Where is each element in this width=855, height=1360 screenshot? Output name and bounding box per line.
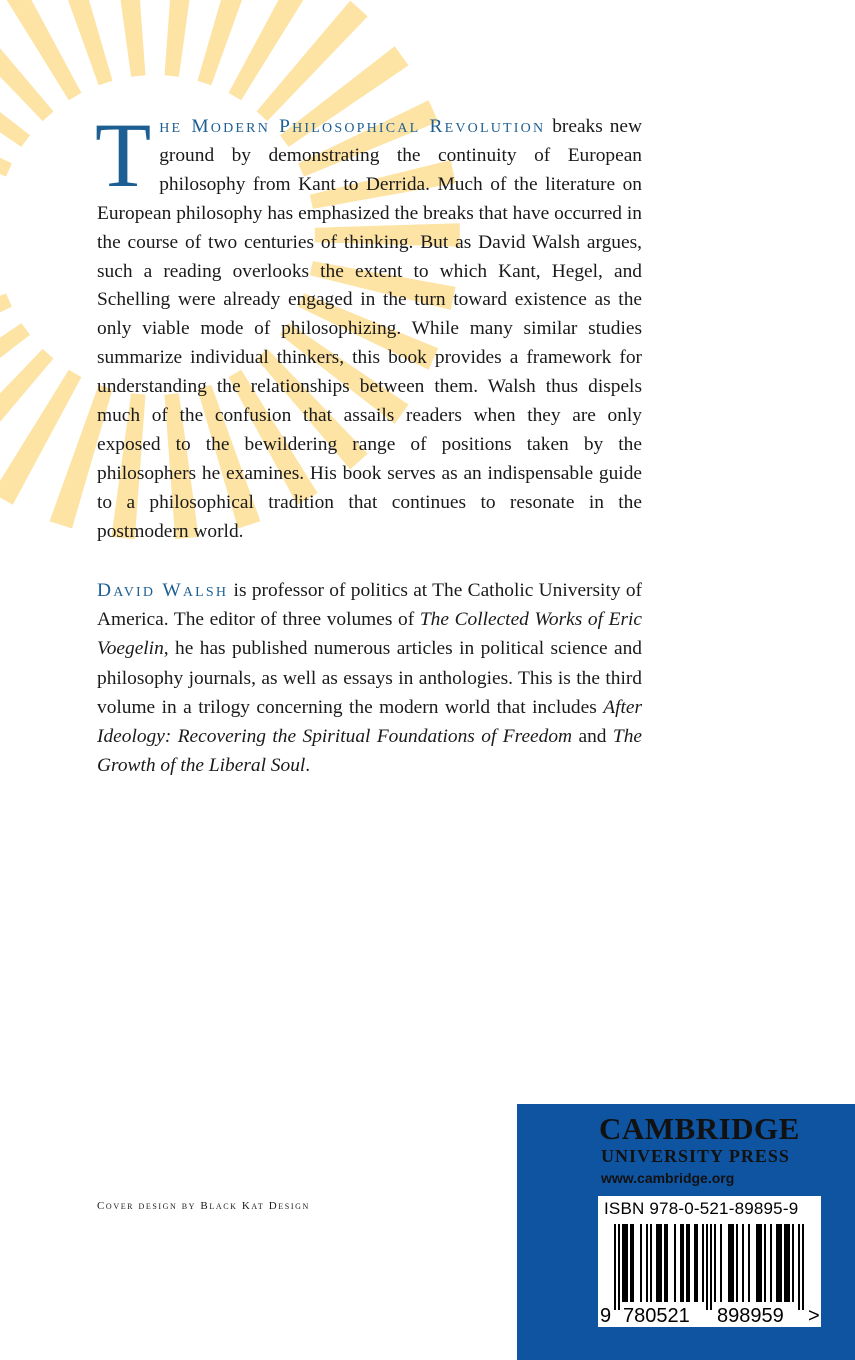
barcode-card — [598, 1196, 821, 1327]
barcode-bar — [666, 1224, 668, 1302]
bio-title-2: After Ideology: Recovering the Spiritual Foundations of Freedom — [97, 696, 642, 748]
barcode-bar — [732, 1224, 734, 1302]
barcode-bar — [694, 1224, 696, 1302]
barcode-bar — [770, 1224, 772, 1302]
barcode-bar — [802, 1224, 804, 1310]
barcode-bar — [720, 1224, 722, 1302]
barcode-bar — [778, 1224, 780, 1302]
barcode-bar — [640, 1224, 642, 1302]
barcode-bar — [730, 1224, 732, 1302]
barcode-bar — [658, 1224, 660, 1302]
cover-design-credit: Cover design by Black Kat Design — [97, 1200, 310, 1212]
barcode-bar — [776, 1224, 778, 1302]
barcode-bar — [626, 1224, 628, 1302]
bio-text-2: , he has published numerous articles in political science and philosophy journals, as well as essays in anthologies. This is the third volume in a trilogy concerning the modern world that includes — [97, 638, 642, 718]
barcode-bar — [696, 1224, 698, 1302]
barcode-bar — [788, 1224, 790, 1302]
barcode-bar — [650, 1224, 652, 1302]
barcode-bar — [686, 1224, 688, 1302]
publisher-panel — [517, 1104, 855, 1360]
barcode-bar — [710, 1224, 712, 1310]
barcode-bar — [792, 1224, 794, 1302]
barcode-bar — [786, 1224, 788, 1302]
barcode-bar — [760, 1224, 762, 1302]
barcode-bar — [702, 1224, 704, 1302]
barcode-bar — [614, 1224, 616, 1310]
barcode-bar — [748, 1224, 750, 1302]
barcode-bar — [798, 1224, 800, 1310]
sun-ray — [229, 0, 318, 100]
barcode-bar — [784, 1224, 786, 1302]
barcode-digits: > — [808, 1305, 820, 1327]
barcode-bar — [688, 1224, 690, 1302]
description-text: breaks new ground by demonstrating the continuity of European philosophy from Kant to Derrida. Much of the literature on European philosophy has emphasized the breaks that have occurred in the course of two centuries of thinking. But as David Walsh argues, such a reading overlooks the extent to which Kant, Hegel, and Schelling were already engaged in the turn toward existence as the only viable mode of philosophizing. While many similar studies summarize individual thinkers, this book provides a framework for understanding the relationships between them. Walsh thus dispels much of the confusion that assails readers when they are only exposed to the bewildering range of positions taken by the philosophers he examines. His book serves as an indispensable guide to a philosophical tradition that continues to resonate in the postmodern world. — [97, 116, 642, 542]
barcode-bar — [682, 1224, 684, 1302]
bio-text-1: is professor of politics at The Catholic University of America. The editor of three volumes of — [97, 580, 643, 631]
barcode-bar — [656, 1224, 658, 1302]
drop-cap: T — [95, 104, 152, 206]
barcode-bar — [664, 1224, 666, 1302]
barcode-bar — [728, 1224, 730, 1302]
barcode-bar — [764, 1224, 766, 1302]
publisher-url: www.cambridge.org — [601, 1170, 735, 1186]
barcode-bar — [632, 1224, 634, 1302]
sun-ray — [165, 0, 199, 77]
author-bio — [97, 576, 642, 780]
isbn-label: ISBN 978-0-521-89895-9 — [604, 1199, 799, 1218]
barcode-bar — [758, 1224, 760, 1302]
publisher-subtitle: UNIVERSITY PRESS — [601, 1146, 790, 1166]
bio-text-3: and — [572, 726, 613, 748]
isbn-barcode — [598, 1222, 821, 1327]
barcode-bar — [780, 1224, 782, 1302]
barcode-bar — [756, 1224, 758, 1302]
barcode-bar — [714, 1224, 716, 1302]
barcode-bar — [660, 1224, 662, 1302]
barcode-digits: 898959 — [717, 1305, 784, 1327]
barcode-bar — [742, 1224, 744, 1302]
sun-ray — [111, 0, 145, 77]
barcode-bar — [624, 1224, 626, 1302]
bio-title-1: The Collected Works of Eric Voegelin — [97, 609, 643, 660]
bio-title-3: The Growth of the Liberal Soul — [97, 726, 642, 777]
barcode-bar — [622, 1224, 624, 1302]
barcode-bar — [646, 1224, 648, 1302]
barcode-bar — [706, 1224, 708, 1310]
barcode-digits: 9 — [600, 1305, 612, 1327]
publisher-name: CAMBRIDGE — [599, 1111, 800, 1146]
barcode-bar — [674, 1224, 676, 1302]
barcode-digits: 780521 — [623, 1305, 690, 1327]
book-description — [95, 104, 642, 547]
barcode-bar — [736, 1224, 738, 1302]
barcode-bar — [630, 1224, 632, 1302]
author-name: David Walsh — [97, 580, 229, 601]
bio-text-4: . — [305, 755, 311, 777]
book-title: he Modern Philosophical Revolution — [159, 116, 546, 137]
barcode-bar — [680, 1224, 682, 1302]
barcode-bar — [618, 1224, 620, 1310]
